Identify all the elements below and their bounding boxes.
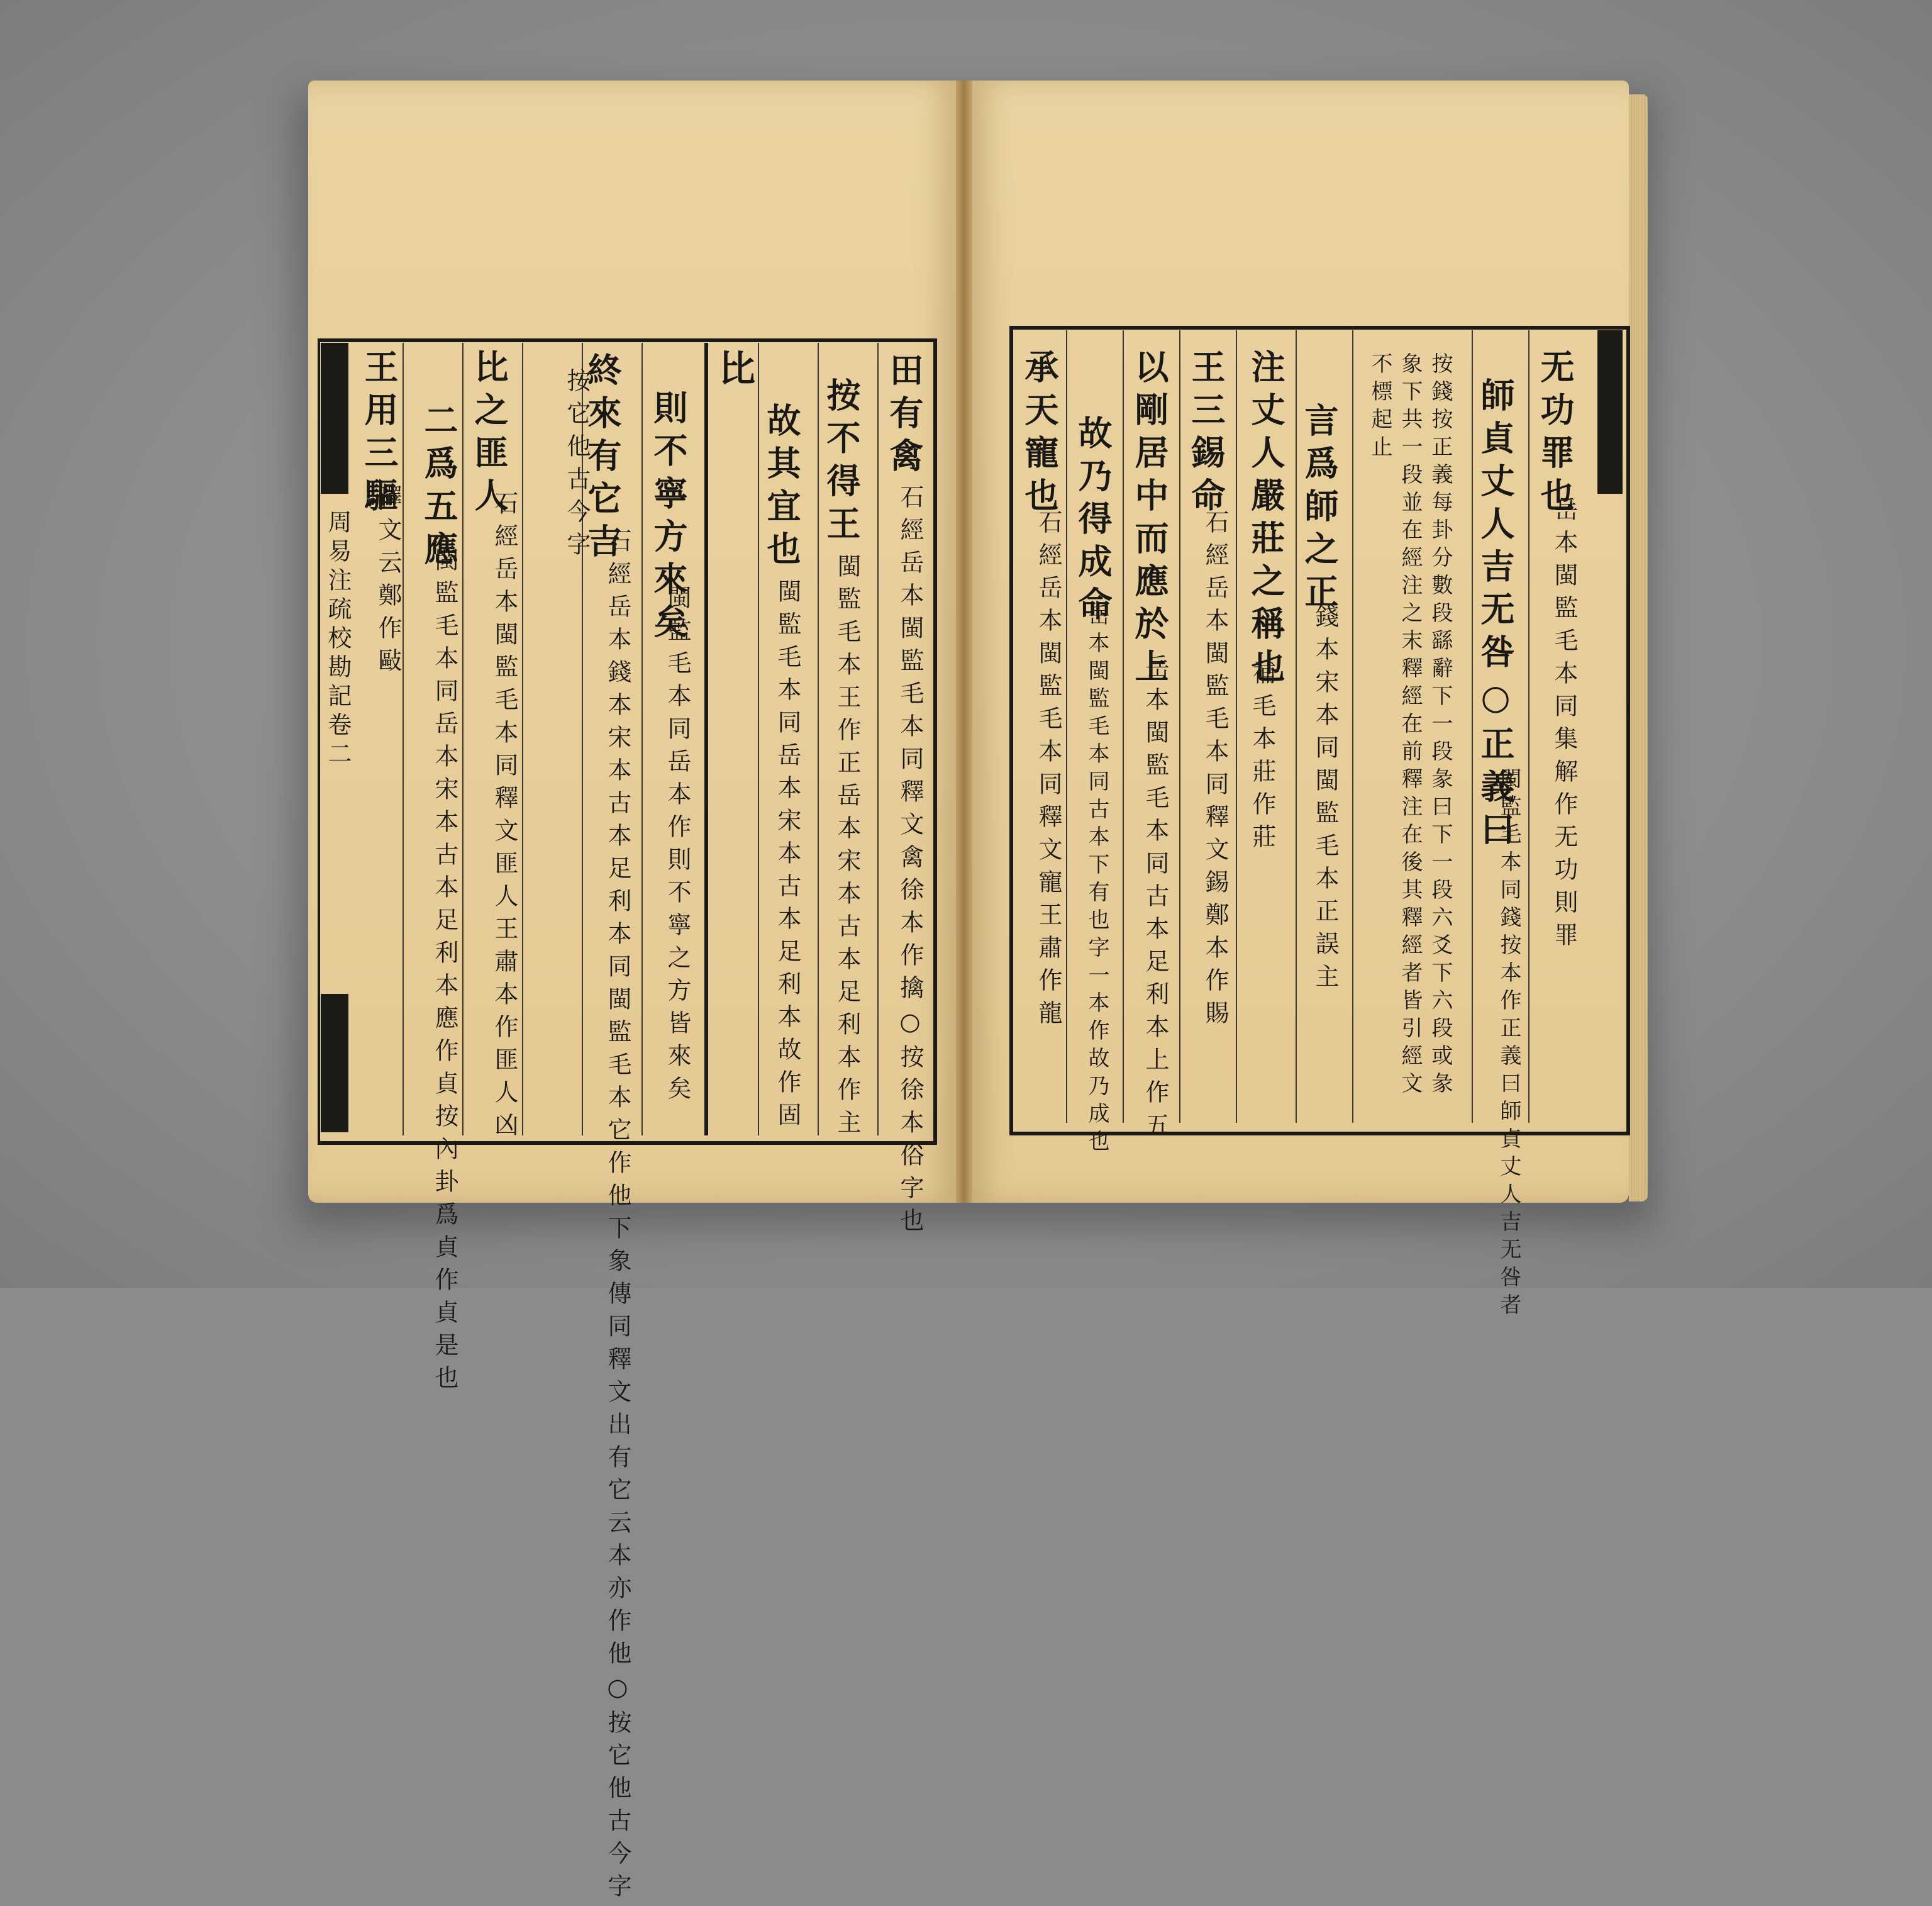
margin-title: 周易注疏校勘記卷二 (324, 510, 352, 770)
main-text-column: 以剛居中而應於上 (1130, 349, 1170, 691)
note-column: 閩監毛本同岳本宋本古本足利本應作貞按內卦爲貞作貞是也 (431, 547, 458, 1398)
main-text-column: 言爲師之正 (1299, 403, 1340, 616)
column-rule (704, 343, 708, 1135)
column-rule (1352, 330, 1353, 1123)
main-text-column: 承天寵也 (1019, 349, 1060, 520)
note-column: 石經岳本閩監毛本同釋文匪人王肅本作匪人凶 (491, 491, 518, 1145)
fish-tail-mark-top (1597, 330, 1623, 494)
note-column: 石經岳本閩監毛本同釋文錫鄭本作賜 (1201, 510, 1229, 1033)
note-column: 石經岳本閩監毛本同釋文寵王肅作龍 (1035, 510, 1062, 1033)
main-text-column: 故乃得成命 (1073, 415, 1113, 629)
main-text-column: 比之匪人 (469, 349, 509, 520)
column-rule (641, 343, 643, 1135)
column-rule (1123, 330, 1124, 1123)
column-rule (1066, 330, 1067, 1123)
note-column-continued: 按它他古今字 (563, 368, 591, 564)
column-rule (877, 343, 879, 1135)
note-column: 釋文云鄭作敺 (374, 484, 402, 681)
main-text-column: 注丈人嚴莊之稱也 (1246, 349, 1286, 691)
main-text-column: 田有禽 (884, 352, 924, 481)
note-column: 岳本閩監毛本同集解作无功則罪 (1550, 497, 1578, 955)
column-rule (522, 343, 523, 1135)
column-rule (1528, 330, 1530, 1123)
fish-tail-mark-bottom (321, 994, 348, 1132)
main-text-column: 故其宜也 (762, 403, 802, 574)
book-gutter (956, 81, 972, 1203)
main-text-column: 王用三驅 (359, 349, 399, 520)
main-text-column: 按不得王 (821, 377, 862, 549)
note-column: 閩監毛本同岳本宋本古本足利本故作固 (774, 579, 801, 1135)
note-column: 岳本閩監毛本同古本下有也字一本作故乃成也 (1084, 604, 1109, 1157)
main-text-column: 終來有它吉 (582, 352, 623, 566)
note-column: 岳本閩監毛本同古本足利本上作五 (1141, 654, 1169, 1145)
note-column: 石經岳本錢本宋本古本足利本同閩監毛本它作他下象傳同釋文出有它云本亦作他○按它他古今字 (604, 528, 631, 1906)
note-column: 石經岳本閩監毛本同釋文禽徐本作擒○按徐本俗字也 (896, 484, 924, 1240)
column-rule (1236, 330, 1237, 1123)
chapter-heading: 比 (713, 349, 755, 394)
fish-tail-mark-top (321, 343, 348, 494)
note-column: 按錢按正義每卦分數段繇辭下一段彖曰下一段六爻下六段或彖象下共一段並在經注之末釋經在前釋注在後其釋經者皆引經文不標起止 (1367, 352, 1453, 1100)
main-text-column: 无功罪也 (1535, 349, 1575, 520)
main-text-column: 則不寧方來矣 (648, 390, 689, 647)
main-text-column: 師貞丈人吉无咎○正義曰 (1475, 377, 1516, 854)
note-column: 錢本宋本同閩監毛本正誤主 (1311, 604, 1339, 996)
note-column: 補毛本莊作莊 (1248, 660, 1276, 857)
main-text-column: 王三錫命 (1186, 349, 1226, 520)
main-text-column: 二爲五應 (419, 403, 459, 574)
note-column: 閩監毛本同錢按本作正義曰師貞丈人吉无咎者 (1496, 767, 1521, 1321)
column-rule (1179, 330, 1180, 1123)
page-edges (1629, 94, 1648, 1201)
note-column: 閩監毛本同岳本作則不寧之方皆來矣 (663, 585, 691, 1108)
note-column: 閩監毛本王作正岳本宋本古本足利本作主 (833, 554, 861, 1142)
